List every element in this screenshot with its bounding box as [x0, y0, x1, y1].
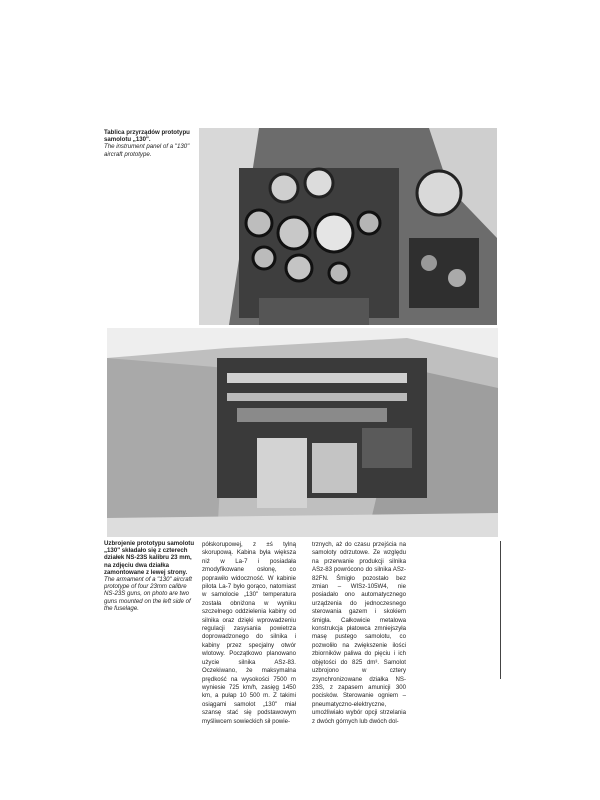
bottom-photo-caption	[104, 540, 198, 612]
top-caption-polish: Tablica przyrządów prototypu samolotu „130".	[104, 129, 190, 144]
bottom-caption-english: The armament of a "130" aircraft prototype of four 23mm calibre NS-23S guns, on photo are two guns mounted on the left side of the fuselage.	[104, 576, 192, 612]
top-photo-caption	[104, 129, 196, 158]
top-caption-english: The instrument panel of a "130" aircraft prototype.	[104, 143, 190, 158]
column-edge-rule	[500, 541, 501, 679]
instrument-panel-photo	[199, 128, 497, 325]
body-text-column-1: półskorupowej, z ±ś tylną skorupową. Kabina była większa niż w La-7 i posiadała zmodyfikowane osłonę, co poprawiło widoczność. W kabinie pilota La-7 było gorąco, natomiast w samolocie „130" temperatura została obniżona w wyniku szczelnego oddzielenia kabiny od silnika oraz dzięki wprowadzeniu regulacji zasysania powietrza doprowadzonego do silnika i kabiny przez specjalny otwór wlotowy. Początkowo planowano użycie silnika ASz-83. Oczekiwano, że maksymalna prędkość na wysokości 7500 m wyniesie 725 km/h, zasięg 1450 km, a pułap 10 500 m. Z takimi osiągami samolot „130" miał szansę stać się podstawowym myśliwcem sowieckich sił powie-	[202, 541, 296, 725]
body-text-column-2: trznych, aż do czasu przejścia na samoloty odrzutowe. Ze względu na przerwanie produkcji silnika ASz-83 powrócono do silnika ASz-82FN. Śmigło pozostało bez zmian – WISz-105W4, nie posiadało ono automatycznego urządzenia do jednoczesnego sterowania gazem i skokiem śmigła. Całkowicie metalowa konstrukcja płatowca zmniejszyła masę pustego samolotu, co pozwoliło na zwiększenie ilości zbiorników paliwa do pięciu i ich objętości do 825 dm³. Samolot uzbrojono w cztery zsynchronizowane działka NS-23S, z zapasem amunicji 300 pocisków. Sterowanie ogniem – pneumatyczno-elektryczne, umożliwiało wybór opcji strzelania z dwóch górnych lub dwóch dol-	[312, 541, 406, 725]
bottom-caption-polish: Uzbrojenie prototypu samolotu „130" składało się z czterech działek NS-23S kalibru 23 mm, na zdjęciu dwa działka zamontowane z lewej strony.	[104, 540, 195, 576]
gun-bay-photo	[107, 328, 498, 537]
